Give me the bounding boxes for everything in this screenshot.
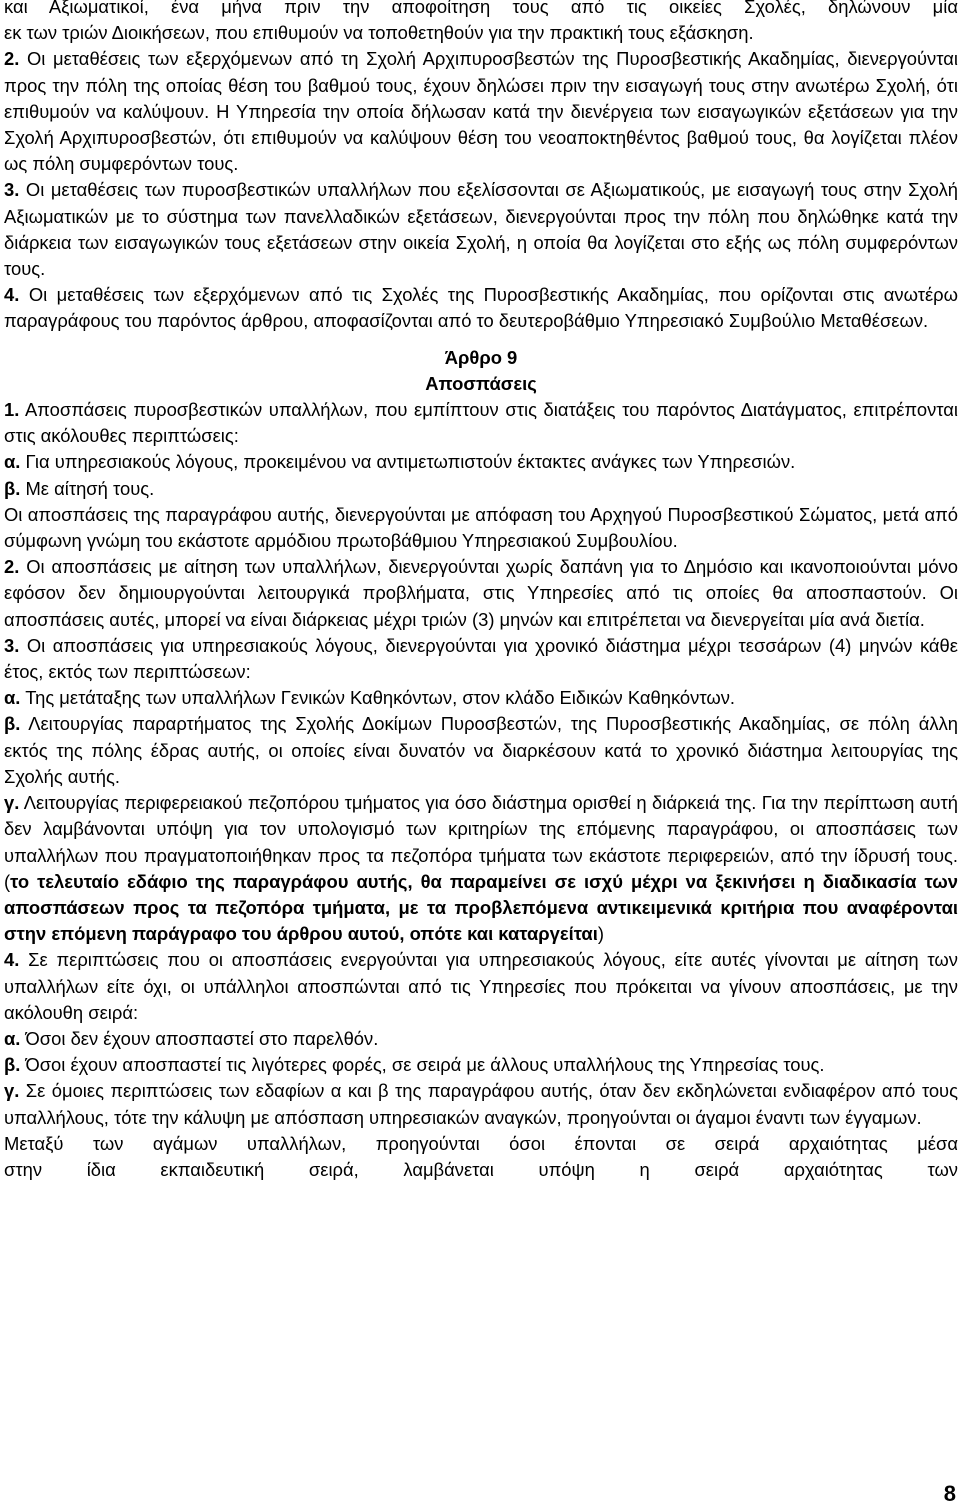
paragraph-number: 1. xyxy=(4,399,20,421)
article-9-paragraph-3 xyxy=(4,633,958,685)
case-text: Σε όμοιες περιπτώσεις των εδαφίων α και β της παραγράφου αυτής, όταν δεν εκδηλώνεται ενδιαφέρον από τους υπαλλήλους, τότε την κάλυψη με απόσπαση υπηρεσιακών αναγκών, προηγούνται οι άγαμοι έναντι των έγγαμων. xyxy=(4,1080,958,1128)
case-text: Λειτουργίας περιφερειακού πεζοπόρου τμήματος για όσο διάστημα ορισθεί η διάρκειά της. Για την περίπτωση αυτή δεν λαμβάνονται υπόψη για τον υπολογισμό των κριτηρίων της επόμενης παραγράφου, οι αποσπάσεις των υπαλλήλων που πραγματοποιήθηκαν προς τα πεζοπόρα τμήματα των εκάστοτε περιφερειών, από την ίδρυσή τους. ( xyxy=(4,792,958,892)
paragraph-text: Οι μεταθέσεις των εξερχόμενων από τη Σχολή Αρχιπυροσβεστών της Πυροσβεστικής Ακαδημίας, διενεργούνται προς την πόλη της οποίας θέση του βαθμού τους, έχουν δηλώσει πριν την εισαγωγή τους στην ανωτέρω Σχολή, ότι επιθυμούν να καλύψουν. Η Υπηρεσία την οποία δήλωσαν κατά την διενέργεια των εισαγωγικών εξετάσεων για την Σχολή Αρχιπυροσβεστών, ότι επιθυμούν να καλύψουν θέση του νεοαποκτηθέντος βαθμού τους, θα λογίζεται πλέον ως πόλη συμφερόντων τους. xyxy=(4,48,958,175)
order-b xyxy=(4,1052,958,1078)
paragraph-2 xyxy=(4,46,958,177)
paragraph-text: Οι αποσπάσεις με αίτηση των υπαλλήλων, διενεργούνται χωρίς δαπάνη για το Δημόσιο και ικανοποιούνται μόνο εφόσον δεν δημιουργούνται λειτουργικά προβλήματα, στις Υπηρεσίες από τις οποίες θα αποσπαστούν. Οι αποσπάσεις αυτές, μπορεί να είναι διάρκειας μέχρι τριών (3) μηνών και επιτρέπεται να διενεργείται μία ανά διετία. xyxy=(4,556,958,630)
exception-b xyxy=(4,711,958,790)
case-a xyxy=(4,449,958,475)
paragraph-4 xyxy=(4,282,958,334)
paragraph-number: 3. xyxy=(4,179,20,201)
intro-line-1: και Αξιωματικοί, ένα μήνα πριν την αποφοίτηση τους από τις οικείες Σχολές, δηλώνουν μία xyxy=(4,0,958,17)
paragraph-number: 3. xyxy=(4,634,20,656)
case-letter: γ. xyxy=(4,1080,20,1102)
bold-note: το τελευταίο εδάφιο της παραγράφου αυτής, θα παραμείνει σε ισχύ μέχρι να ξεκινήσει η διαδικασία των αποσπάσεων προς τα πεζοπόρα τμήματα, με τα προβλεπόμενα αντικειμενικά κριτήρια που αναφέρονται στην επόμενη παράγραφο του άρθρου αυτού, οπότε και καταργείται xyxy=(4,870,958,945)
case-letter: α. xyxy=(4,1027,21,1049)
case-letter: β. xyxy=(4,713,21,735)
paragraph-1-closing: Οι αποσπάσεις της παραγράφου αυτής, διενεργούνται με απόφαση του Αρχηγού Πυροσβεστικού Σώματος, μετά από σύμφωνη γνώμη του εκάστοτε αρμόδιου πρωτοβάθμιου Υπηρεσιακού Συμβουλίου. xyxy=(4,503,958,552)
order-a xyxy=(4,1026,958,1052)
document-page xyxy=(4,0,958,1183)
article-9-paragraph-4 xyxy=(4,947,958,1026)
paragraph-number: 2. xyxy=(4,48,20,70)
note-close: ) xyxy=(597,923,604,945)
spacer xyxy=(4,335,958,345)
paragraph-number: 4. xyxy=(4,284,20,306)
case-letter: β. xyxy=(4,477,21,499)
paragraph-number: 4. xyxy=(4,949,20,971)
paragraph-text: Οι μεταθέσεις των πυροσβεστικών υπαλλήλων που εξελίσσονται σε Αξιωματικούς, με εισαγωγή τους στην Σχολή Αξιωματικών με το σύστημα των πανελλαδικών εξετάσεων, διενεργούνται προς την πόλη που δηλώθηκε κατά την διάρκεια των εισαγωγικών τους εξετάσεων στην οικεία Σχολή, η οποία θα λογίζεται στο εξής ως πόλη συμφερόντων τους. xyxy=(4,179,958,280)
case-letter: α. xyxy=(4,451,21,473)
paragraph-text: Αποσπάσεις πυροσβεστικών υπαλλήλων, που εμπίπτουν στις διατάξεις του παρόντος Διατάγματος, επιτρέπονται στις ακόλουθες περιπτώσεις: xyxy=(4,399,958,447)
paragraph-text: Οι αποσπάσεις για υπηρεσιακούς λόγους, διενεργούνται για χρονικό διάστημα μέχρι τεσσάρων (4) μηνών κάθε έτος, εκτός των περιπτώσεων: xyxy=(4,634,958,683)
paragraph-3 xyxy=(4,177,958,282)
case-b xyxy=(4,476,958,502)
case-text: Λειτουργίας παραρτήματος της Σχολής Δοκίμων Πυροσβεστών, της Πυροσβεστικής Ακαδημίας, σε πόλη άλλη εκτός της πόλης έδρας αυτής, οι οποίες είναι δυνατόν να διαρκέσουν κατά το χρονικό διάστημα λειτουργίας της Σχολής αυτής. xyxy=(4,713,958,787)
case-text: Για υπηρεσιακούς λόγους, προκειμένου να αντιμετωπιστούν έκτακτες ανάγκες των Υπηρεσιών. xyxy=(25,451,796,473)
order-c xyxy=(4,1078,958,1130)
closing-line-1: Μεταξύ των αγάμων υπαλλήλων, προηγούνται όσοι έπονται σε σειρά αρχαιότητας μέσα xyxy=(4,1132,958,1154)
closing-line-2: στην ίδια εκπαιδευτική σειρά, λαμβάνεται υπόψη η σειρά αρχαιότητας των xyxy=(4,1158,958,1180)
article-9-paragraph-2 xyxy=(4,554,958,633)
case-letter: α. xyxy=(4,687,21,709)
paragraph-text: Οι μεταθέσεις των εξερχόμενων από τις Σχολές της Πυροσβεστικής Ακαδημίας, που ορίζονται στις ανωτέρω παραγράφους του παρόντος άρθρου, αποφασίζονται από το δευτεροβάθμιο Υπηρεσιακό Συμβούλιο Μεταθέσεων. xyxy=(4,284,958,332)
exception-a xyxy=(4,685,958,711)
article-subtitle: Αποσπάσεις xyxy=(425,372,537,394)
page-number: 8 xyxy=(943,1481,956,1506)
exception-c xyxy=(4,790,958,947)
article-title: Άρθρο 9 xyxy=(444,346,518,368)
paragraph-number: 2. xyxy=(4,556,20,578)
case-letter: β. xyxy=(4,1054,21,1076)
case-letter: γ. xyxy=(4,792,20,814)
article-9-paragraph-1 xyxy=(4,397,958,449)
case-text: Με αίτησή τους. xyxy=(25,477,155,499)
case-text: Όσοι έχουν αποσπαστεί τις λιγότερες φορές, σε σειρά με άλλους υπαλλήλους της Υπηρεσίας τους. xyxy=(25,1054,825,1076)
case-text: Όσοι δεν έχουν αποσπαστεί στο παρελθόν. xyxy=(25,1027,379,1049)
paragraph-text: Σε περιπτώσεις που οι αποσπάσεις ενεργούνται για υπηρεσιακούς λόγους, είτε αυτές γίνονται με αίτηση των υπαλλήλων είτε όχι, οι υπάλληλοι αποσπώνται από τις Υπηρεσίες που πρόκειται να γίνουν αποσπάσεις, με την ακόλουθη σειρά: xyxy=(4,949,958,1023)
intro-line-2: εκ των τριών Διοικήσεων, που επιθυμούν να τοποθετηθούν για την πρακτική τους εξάσκηση. xyxy=(4,22,754,44)
case-text: Της μετάταξης των υπαλλήλων Γενικών Καθηκόντων, στον κλάδο Ειδικών Καθηκόντων. xyxy=(25,687,736,709)
